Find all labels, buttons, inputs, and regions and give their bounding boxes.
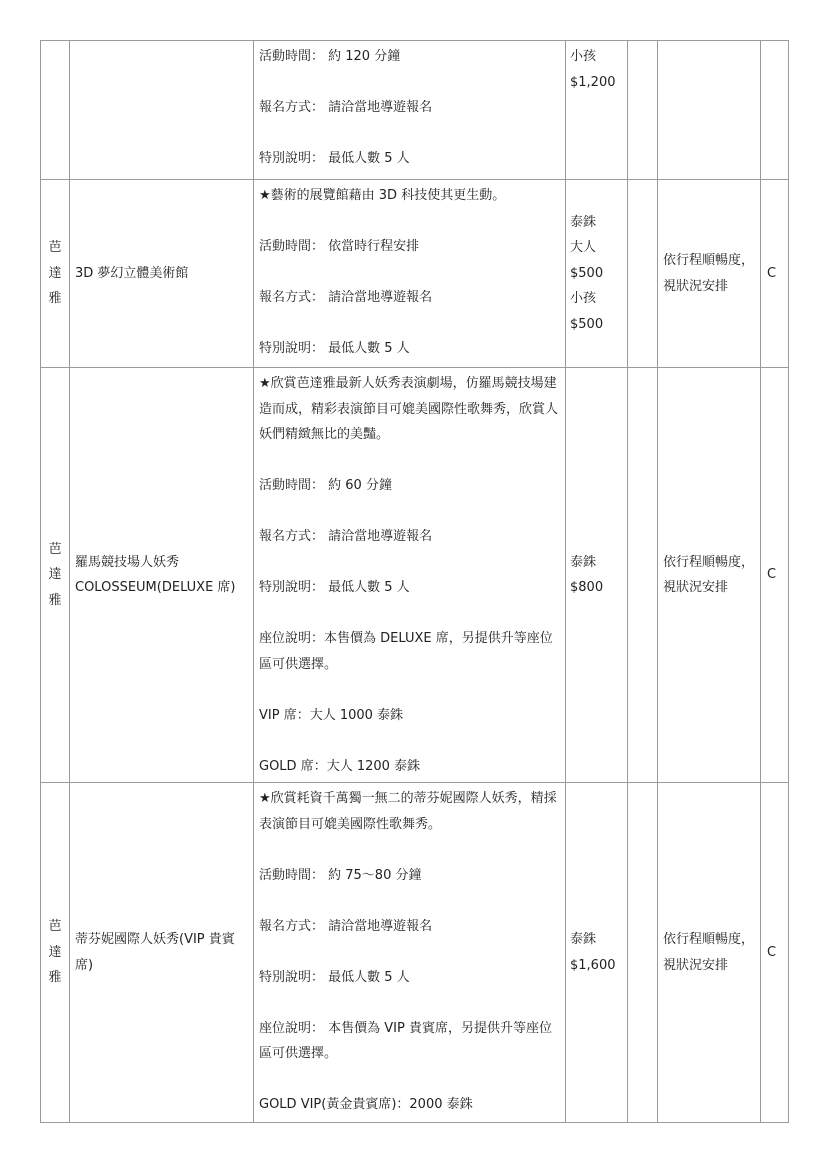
schedule-cell [658,41,761,180]
grade-cell [761,41,789,180]
price-cell: 泰銖 $800 [566,368,628,783]
empty-cell [628,180,658,368]
table-row [41,783,789,1123]
description-cell [254,41,566,180]
description-cell [254,180,566,368]
description-cell [254,783,566,1123]
signup-text: 報名方式： 請洽當地導遊報名 [259,918,433,934]
intro-text: ★欣賞耗資千萬獨一無二的蒂芬妮國際人妖秀，精採表演節目可媲美國際性歌舞秀。 [259,791,557,832]
tour-activity-table [40,40,789,1123]
upgrade-option-text: GOLD VIP(黃金貴賓席)：2000 泰銖 [259,1097,473,1112]
signup-text: 報名方式： 請洽當地導遊報名 [259,100,433,115]
table-row [41,180,789,368]
grade-cell: C [761,368,789,783]
note-text: 特別說明： 最低人數 5 人 [259,151,410,166]
signup-text: 報名方式： 請洽當地導遊報名 [259,529,433,544]
schedule-cell: 依行程順暢度，視狀況安排 [658,783,761,1123]
upgrade-option-text: GOLD 席：大人 1200 泰銖 [259,758,421,774]
intro-text: ★欣賞芭達雅最新人妖秀表演劇場，仿羅馬競技場建造而成，精彩表演節目可媲美國際性歌舞秀，欣賞人妖們精緻無比的美豔。 [259,376,559,442]
empty-cell [628,783,658,1123]
description-cell [254,368,566,783]
schedule-cell: 依行程順暢度，視狀況安排 [658,368,761,783]
activity-name-cell [70,41,254,180]
duration-text: 活動時間： 約 75～80 分鐘 [259,867,422,883]
upgrade-option-text: VIP 席：大人 1000 泰銖 [259,707,404,723]
region-cell: 芭 達 雅 [41,368,70,783]
seating-text: 座位說明：本售價為 DELUXE 席，另提供升等座位區可供選擇。 [259,631,553,672]
price-cell: 小孩 $1,200 [566,41,628,180]
grade-cell: C [761,180,789,368]
region-cell: 芭 達 雅 [41,783,70,1123]
empty-cell [628,41,658,180]
intro-text: ★藝術的展覽館藉由 3D 科技使其更生動。 [259,188,506,203]
activity-name-cell: 羅馬競技場人妖秀 COLOSSEUM(DELUXE 席) [70,368,254,783]
table-row [41,41,789,180]
region-cell: 芭 達 雅 [41,180,70,368]
price-cell: 泰銖 大人 $500 小孩 $500 [566,180,628,368]
note-text: 特別說明： 最低人數 5 人 [259,341,410,356]
note-text: 特別說明： 最低人數 5 人 [259,969,410,985]
seating-text: 座位說明： 本售價為 VIP 貴賓席，另提供升等座位區可供選擇。 [259,1020,552,1061]
activity-name-cell: 3D 夢幻立體美術館 [70,180,254,368]
activity-name-cell: 蒂芬妮國際人妖秀(VIP 貴賓席) [70,783,254,1123]
table-row [41,368,789,783]
duration-text: 活動時間： 約 120 分鐘 [259,49,401,64]
duration-text: 活動時間： 依當時行程安排 [259,239,420,254]
note-text: 特別說明： 最低人數 5 人 [259,580,410,595]
schedule-cell: 依行程順暢度，視狀況安排 [658,180,761,368]
signup-text: 報名方式： 請洽當地導遊報名 [259,290,433,305]
duration-text: 活動時間： 約 60 分鐘 [259,478,392,493]
region-cell [41,41,70,180]
empty-cell [628,368,658,783]
price-cell: 泰銖 $1,600 [566,783,628,1123]
grade-cell: C [761,783,789,1123]
